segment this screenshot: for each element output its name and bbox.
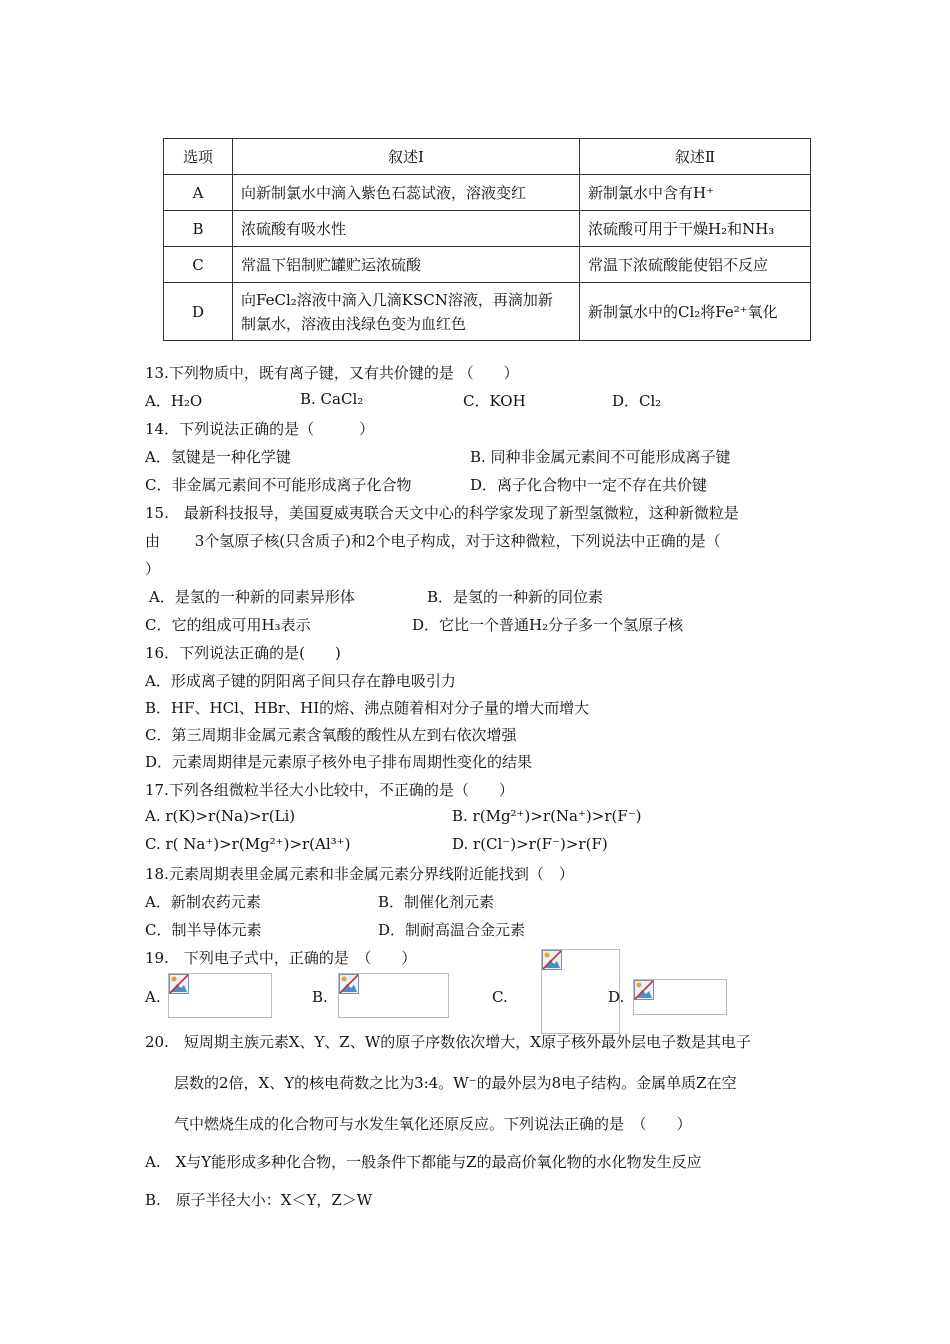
question-13-stem: 13.下列物质中，既有离子键，又有共价键的是 （ ） <box>145 364 519 382</box>
statement-line: 制氯水，溶液由浅绿色变为血红色 <box>241 314 467 333</box>
question-17-stem: 17.下列各组微粒半径大小比较中，不正确的是（ ） <box>145 781 514 799</box>
q16-option-d: D．元素周期律是元素原子核外电子排布周期性变化的结果 <box>145 753 533 771</box>
q15-option-d: D．它比一个普通H₂分子多一个氢原子核 <box>412 616 684 634</box>
question-14-stem: 14．下列说法正确的是（ ） <box>145 420 375 438</box>
q16-option-a: A．形成离子键的阴阳离子间只存在静电吸引力 <box>145 672 456 690</box>
q15-option-c: C．它的组成可用H₃表示 <box>145 616 311 634</box>
q14-option-c: C．非金属元素间不可能形成离子化合物 <box>145 476 412 494</box>
header-option: 选项 <box>164 139 233 175</box>
q19-option-d-image <box>633 979 727 1015</box>
q19-option-d-label: D. <box>608 988 625 1006</box>
q15-option-b: B．是氢的一种新的同位素 <box>427 588 604 606</box>
question-16-stem: 16．下列说法正确的是( ) <box>145 644 341 662</box>
q13-option-d: D．Cl₂ <box>612 392 662 410</box>
q17-option-b: B. r(Mg²⁺)>r(Na⁺)>r(F⁻) <box>452 807 642 825</box>
q15-option-a: A．是氢的一种新的同素异形体 <box>149 588 355 606</box>
q20-option-a: A. X与Y能形成多种化合物，一般条件下都能与Z的最高价氧化物的水化物发生反应 <box>145 1153 702 1171</box>
q14-option-a: A．氢键是一种化学键 <box>145 448 291 466</box>
row-statement-1: 常温下铝制贮罐贮运浓硫酸 <box>233 247 580 283</box>
question-20-line-1: 20. 短周期主族元素X、Y、Z、W的原子序数依次增大，X原子核外最外层电子数是其电子 <box>145 1033 751 1051</box>
row-statement-1: 向新制氯水中滴入紫色石蕊试液，溶液变红 <box>233 175 580 211</box>
question-15-line-3: ） <box>145 560 161 578</box>
q19-option-a-label: A. <box>145 988 161 1006</box>
row-option: C <box>164 247 233 283</box>
q17-option-d: D. r(Cl⁻)>r(F⁻)>r(F) <box>452 835 608 853</box>
row-option: A <box>164 175 233 211</box>
q13-option-a: A．H₂O <box>145 392 203 410</box>
broken-image-icon <box>169 974 189 994</box>
q13-option-b: B. CaCl₂ <box>300 390 364 408</box>
header-statement-1: 叙述Ⅰ <box>233 139 580 175</box>
row-option: D <box>164 283 233 341</box>
q14-option-d: D．离子化合物中一定不存在共价键 <box>470 476 708 494</box>
q18-option-a: A．新制农药元素 <box>145 893 261 911</box>
q16-option-c: C．第三周期非金属元素含氧酸的酸性从左到右依次增强 <box>145 726 517 744</box>
row-statement-1: 浓硫酸有吸水性 <box>233 211 580 247</box>
row-statement-2: 新制氯水中的Cl₂将Fe²⁺氧化 <box>580 283 811 341</box>
q19-option-a-image <box>168 973 272 1018</box>
row-option: B <box>164 211 233 247</box>
row-statement-2: 新制氯水中含有H⁺ <box>580 175 811 211</box>
options-table <box>163 138 811 341</box>
row-statement-1 <box>233 283 580 341</box>
row-statement-2: 常温下浓硫酸能使铝不反应 <box>580 247 811 283</box>
q20-option-b: B. 原子半径大小：X＜Y，Z＞W <box>145 1191 373 1209</box>
question-19-stem: 19. 下列电子式中，正确的是 （ ） <box>145 949 417 967</box>
q13-option-c: C．KOH <box>463 392 526 410</box>
q18-option-c: C．制半导体元素 <box>145 921 262 939</box>
q14-option-b: B. 同种非金属元素间不可能形成离子键 <box>470 448 731 466</box>
header-statement-2: 叙述Ⅱ <box>580 139 811 175</box>
question-18-stem: 18.元素周期表里金属元素和非金属元素分界线附近能找到（ ） <box>145 865 574 883</box>
question-15-line-1: 15. 最新科技报导，美国夏威夷联合天文中心的科学家发现了新型氢微粒，这种新微粒是 <box>145 504 739 522</box>
q19-option-c-label: C. <box>492 988 508 1006</box>
q18-option-d: D．制耐高温合金元素 <box>378 921 526 939</box>
question-20-line-2: 层数的2倍，X、Y的核电荷数之比为3:4。W⁻的最外层为8电子结构。金属单质Z在空 <box>174 1074 737 1092</box>
row-statement-2: 浓硫酸可用于干燥H₂和NH₃ <box>580 211 811 247</box>
broken-image-icon <box>634 980 654 1000</box>
q17-option-c: C. r( Na⁺)>r(Mg²⁺)>r(Al³⁺) <box>145 835 351 853</box>
broken-image-icon <box>339 974 359 994</box>
q18-option-b: B．制催化剂元素 <box>378 893 495 911</box>
question-15-line-2: 由 3个氢原子核(只含质子)和2个电子构成，对于这种微粒，下列说法中正确的是（ <box>145 532 721 550</box>
question-20-line-3: 气中燃烧生成的化合物可与水发生氧化还原反应。下列说法正确的是 （ ） <box>174 1115 692 1133</box>
broken-image-icon <box>542 950 562 970</box>
q16-option-b: B．HF、HCl、HBr、HI的熔、沸点随着相对分子量的增大而增大 <box>145 699 590 717</box>
q17-option-a: A. r(K)>r(Na)>r(Li) <box>145 807 296 825</box>
q19-option-b-image <box>338 973 449 1018</box>
q19-option-b-label: B. <box>312 988 328 1006</box>
statement-line: 向FeCl₂溶液中滴入几滴KSCN溶液，再滴加新 <box>241 290 553 309</box>
